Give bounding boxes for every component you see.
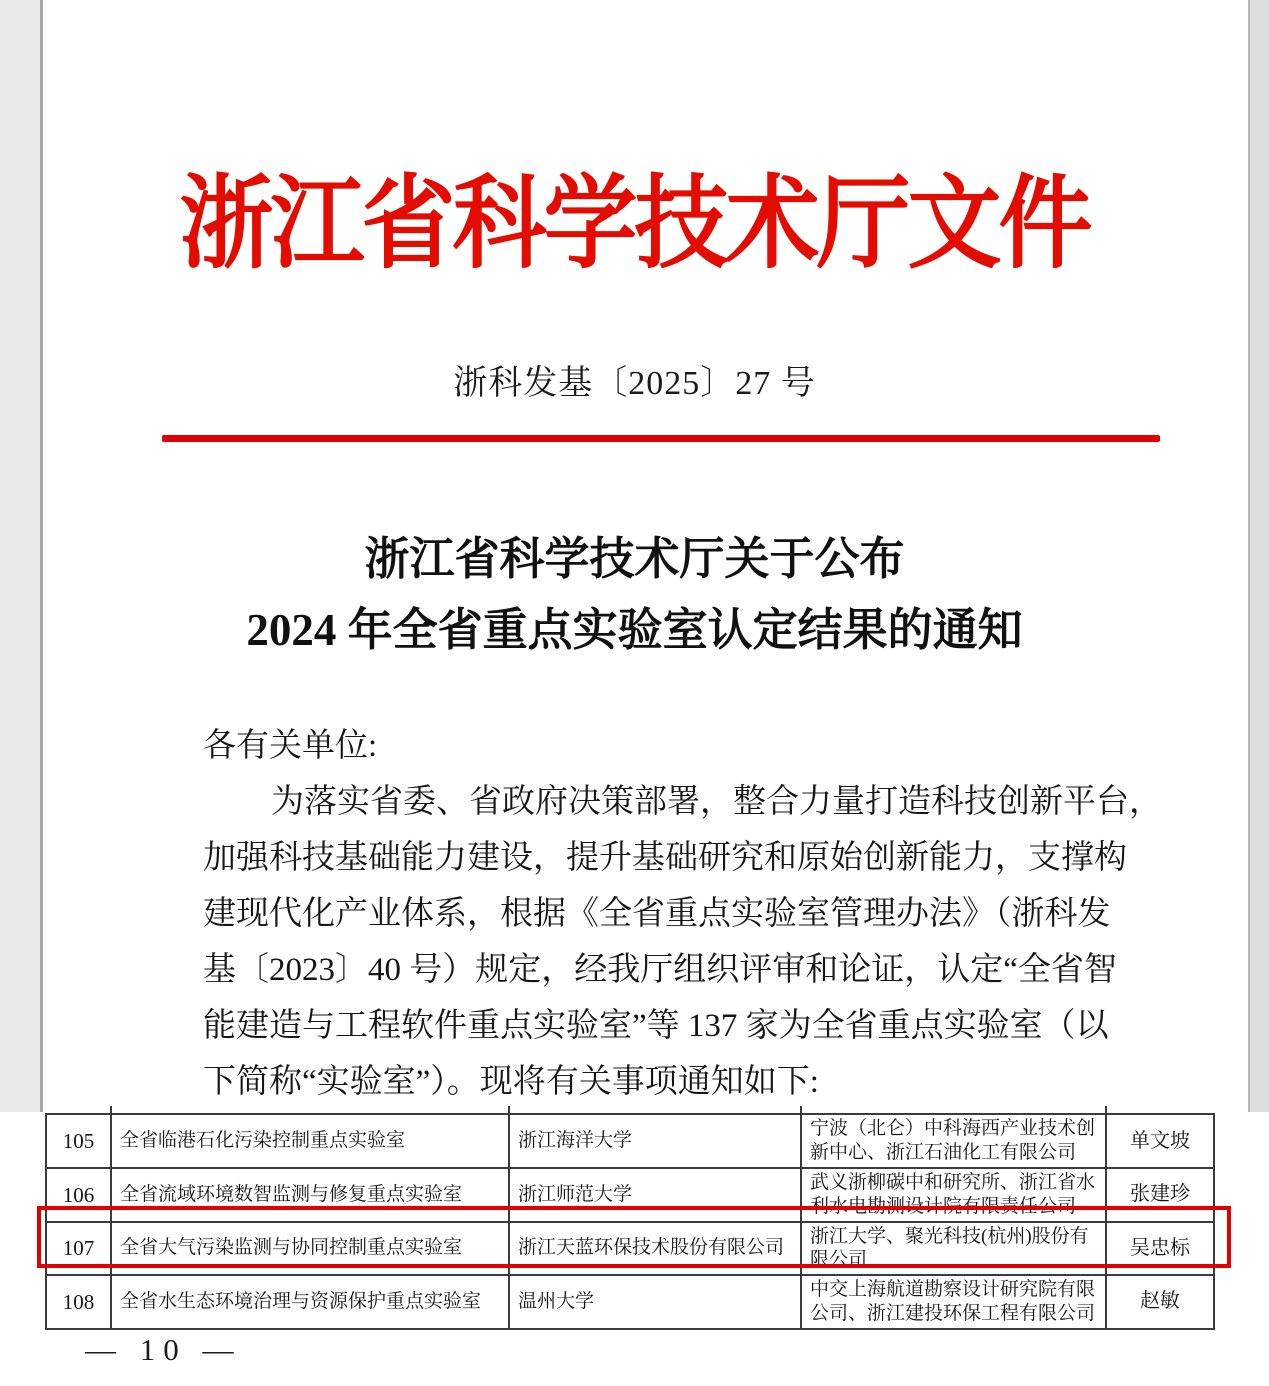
row-number: 106 — [46, 1168, 111, 1222]
notice-title-line1: 浙江省科学技术厅关于公布 — [364, 534, 905, 584]
row-number: 105 — [46, 1114, 111, 1168]
salutation: 各有关单位: — [203, 728, 378, 764]
partner-institutions: 浙江大学、聚光科技(杭州)股份有限公司 — [801, 1222, 1106, 1276]
body-text — [203, 718, 1162, 1110]
table-crop-stub — [800, 1106, 802, 1113]
lab-name: 全省大气污染监测与协同控制重点实验室 — [111, 1222, 509, 1276]
table-crop-stub — [110, 1106, 112, 1113]
body-line: 建现代化产业体系，根据《全省重点实验室管理办法》（浙科发 — [203, 896, 1111, 932]
body-line: 下简称“实验室”）。现将有关事项通知如下: — [203, 1064, 819, 1100]
host-institution: 浙江天蓝环保技术股份有限公司 — [509, 1222, 801, 1276]
page-number: — 10 — — [85, 1332, 242, 1367]
body-line: 基〔2023〕40 号）规定，经我厅组织评审和论证，认定“全省智 — [203, 952, 1117, 988]
partner-institutions: 宁波（北仑）中科海西产业技术创新中心、浙江石油化工有限公司 — [801, 1114, 1106, 1168]
lab-name: 全省流域环境数智监测与修复重点实验室 — [111, 1168, 509, 1222]
host-institution: 浙江师范大学 — [509, 1168, 801, 1222]
body-line: 能建造与工程软件重点实验室”等 137 家为全省重点实验室（以 — [203, 1008, 1109, 1044]
lab-director: 单文坡 — [1106, 1114, 1214, 1168]
lab-name: 全省临港石化污染控制重点实验室 — [111, 1114, 509, 1168]
table-row — [46, 1114, 1214, 1168]
red-divider-line — [162, 435, 1160, 442]
lab-name: 全省水生态环境治理与资源保护重点实验室 — [111, 1275, 509, 1329]
row-number: 107 — [46, 1222, 111, 1276]
host-institution: 温州大学 — [509, 1275, 801, 1329]
row-number: 108 — [46, 1275, 111, 1329]
lab-director: 张建珍 — [1106, 1168, 1214, 1222]
notice-title — [0, 524, 1269, 666]
notice-title-line2: 2024 年全省重点实验室认定结果的通知 — [246, 605, 1023, 655]
lab-director: 吴忠标 — [1106, 1222, 1214, 1276]
body-line: 加强科技基础能力建设，提升基础研究和原始创新能力，支撑构 — [203, 840, 1127, 876]
partner-institutions: 武义浙柳碳中和研究所、浙江省水利水电勘测设计院有限责任公司 — [801, 1168, 1106, 1222]
lab-director: 赵敏 — [1106, 1275, 1214, 1329]
table-crop-stub — [1105, 1106, 1107, 1113]
letterhead-title: 浙江省科学技术厅文件 — [179, 169, 1090, 282]
highlight-box-row-107 — [37, 1206, 1231, 1268]
host-institution: 浙江海洋大学 — [509, 1114, 801, 1168]
table-row — [46, 1275, 1214, 1329]
document-number: 浙科发基〔2025〕27 号 — [453, 365, 816, 402]
partner-institutions: 中交上海航道勘察设计研究院有限公司、浙江建投环保工程有限公司 — [801, 1275, 1106, 1329]
table-crop-stub — [508, 1106, 510, 1113]
body-line: 为落实省委、省政府决策部署，整合力量打造科技创新平台， — [271, 784, 1162, 820]
